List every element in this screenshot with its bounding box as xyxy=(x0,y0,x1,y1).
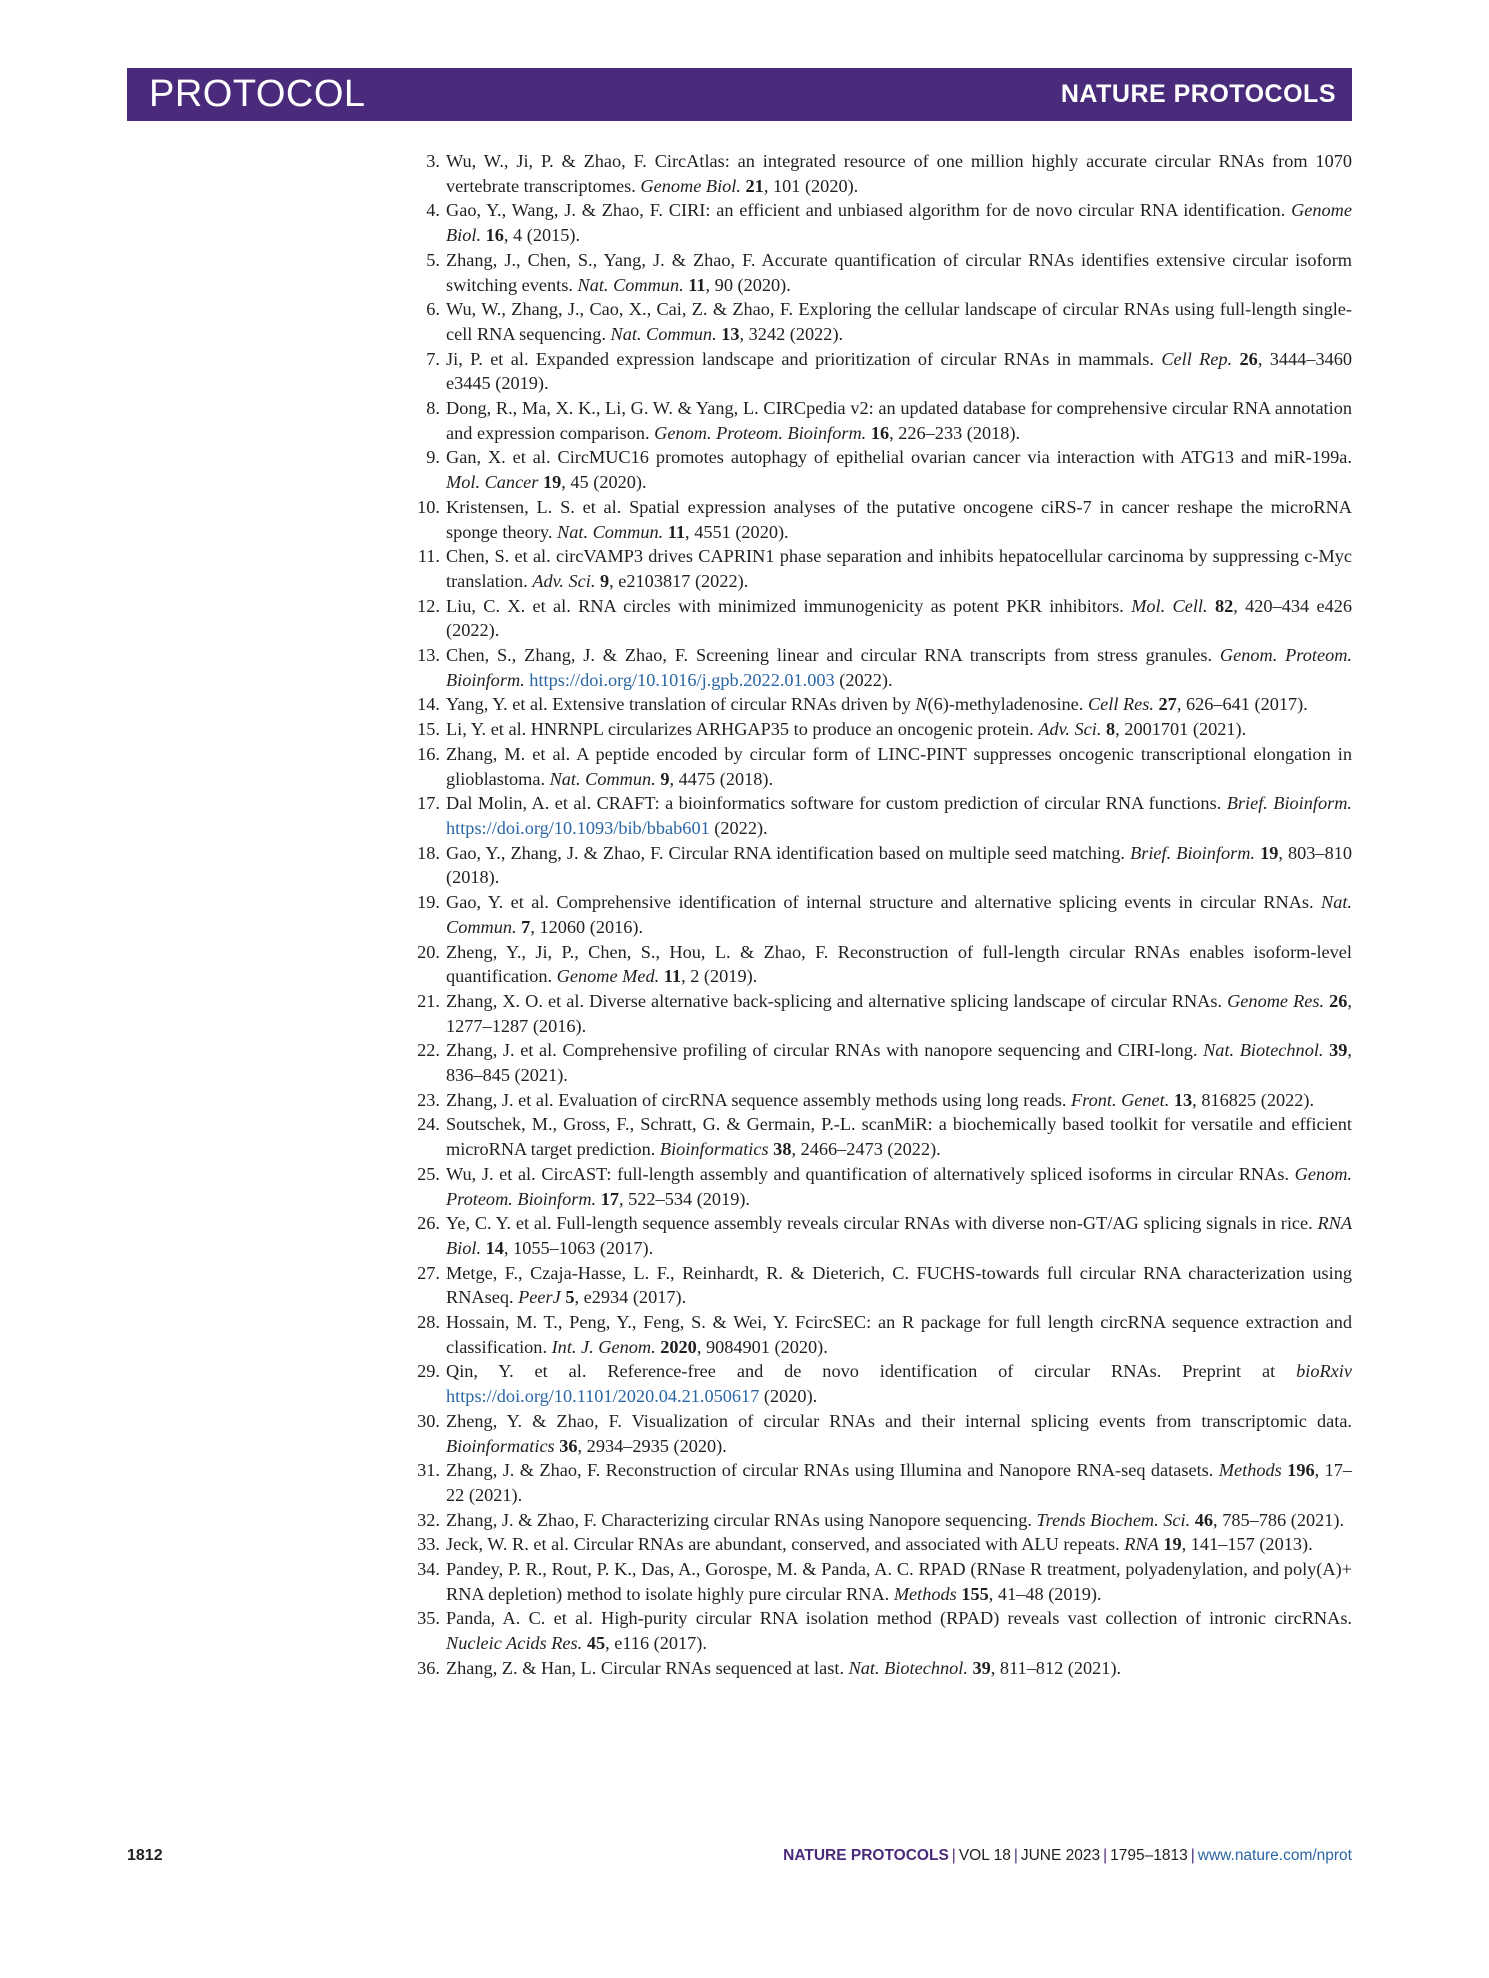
reference-text: , 41–48 (2019). xyxy=(988,1583,1102,1604)
reference-journal: Adv. Sci. xyxy=(532,570,596,591)
reference-text: , 4 (2015). xyxy=(503,225,581,246)
reference-item xyxy=(414,198,1352,247)
reference-number: 20. xyxy=(417,941,440,962)
reference-number: 26. xyxy=(417,1213,440,1234)
reference-number: 28. xyxy=(417,1312,440,1333)
reference-text: Kristensen, L. S. et al. Spatial expression analyses of the putative oncogene ciRS-7 in cancer reshape the microRNA sponge theory. xyxy=(446,496,1352,542)
reference-text: , 3242 (2022). xyxy=(739,323,844,344)
reference-text: , 1055–1063 (2017). xyxy=(503,1237,654,1258)
reference-number: 10. xyxy=(417,496,440,517)
reference-item xyxy=(414,495,1352,544)
reference-number: 33. xyxy=(417,1534,440,1555)
reference-journal: Nat. Commun. xyxy=(549,768,656,789)
reference-number: 12. xyxy=(417,595,440,616)
reference-number: 9. xyxy=(426,447,440,468)
footer-date: JUNE 2023 xyxy=(1020,1847,1101,1864)
reference-journal: Genome Med. xyxy=(556,966,660,987)
reference-number: 8. xyxy=(426,398,440,419)
reference-volume: 14 xyxy=(485,1237,504,1258)
reference-journal: Bioinformatics xyxy=(446,1435,555,1456)
reference-journal: Genome Biol. xyxy=(640,175,741,196)
reference-item xyxy=(414,1532,1352,1557)
reference-journal: Genom. Proteom. Bioinform. xyxy=(446,1163,1352,1209)
reference-item xyxy=(414,692,1352,717)
reference-volume: 5 xyxy=(565,1287,575,1308)
reference-journal: Genom. Proteom. Bioinform. xyxy=(654,422,867,443)
reference-journal: Adv. Sci. xyxy=(1038,719,1102,740)
reference-item xyxy=(414,149,1352,198)
reference-number: 7. xyxy=(426,348,440,369)
reference-item xyxy=(414,347,1352,396)
reference-text: Qin, Y. et al. Reference-free and de novo identification of circular RNAs. Preprint at xyxy=(446,1361,1297,1382)
reference-text: , 4475 (2018). xyxy=(669,768,774,789)
reference-number: 34. xyxy=(417,1559,440,1580)
reference-item xyxy=(414,594,1352,643)
reference-journal: Nucleic Acids Res. xyxy=(446,1633,583,1654)
reference-journal: Nat. Commun. xyxy=(577,274,684,295)
reference-item xyxy=(414,1211,1352,1260)
reference-text: Gao, Y., Zhang, J. & Zhao, F. Circular RNA identification based on multiple seed matching. xyxy=(446,842,1131,863)
reference-journal: Methods xyxy=(893,1583,957,1604)
reference-number: 24. xyxy=(417,1114,440,1135)
reference-text: Gao, Y., Wang, J. & Zhao, F. CIRI: an efficient and unbiased algorithm for de novo circular RNA identification. xyxy=(446,200,1292,221)
reference-journal: Methods xyxy=(1218,1460,1282,1481)
reference-text: , 2 (2019). xyxy=(681,966,758,987)
reference-text: , 2001701 (2021). xyxy=(1115,719,1247,740)
reference-text: , 90 (2020). xyxy=(705,274,791,295)
reference-item xyxy=(414,1359,1352,1408)
reference-volume: 39 xyxy=(972,1657,991,1678)
reference-text: Dong, R., Ma, X. K., Li, G. W. & Yang, L. CIRCpedia v2: an updated database for comprehensive circular RNA annotation and expression comparison. xyxy=(446,398,1352,443)
reference-volume: 21 xyxy=(745,175,764,196)
reference-item xyxy=(414,1261,1352,1310)
reference-number: 17. xyxy=(417,793,440,814)
reference-text: Zhang, X. O. et al. Diverse alternative back-splicing and alternative splicing landscape of circular RNAs. xyxy=(446,990,1228,1011)
reference-list xyxy=(414,149,1352,1681)
reference-text: Zhang, J., Chen, S., Yang, J. & Zhao, F. Accurate quantification of circular RNAs identifies extensive circular isoform switching events. xyxy=(446,249,1352,295)
reference-text: , 17–22 (2021). xyxy=(446,1460,1353,1505)
reference-text: , 420–434 e426 (2022). xyxy=(446,595,1352,641)
footer-separator: | xyxy=(1013,1847,1018,1864)
reference-text: , e2934 (2017). xyxy=(574,1287,687,1308)
reference-item xyxy=(414,1038,1352,1087)
reference-text: Li, Y. et al. HNRNPL circularizes ARHGAP35 to produce an oncogenic protein. xyxy=(446,719,1039,740)
reference-text: Ye, C. Y. et al. Full-length sequence assembly reveals circular RNAs with diverse non-GT/AG splicing signals in rice. xyxy=(446,1213,1318,1234)
reference-text: , 4551 (2020). xyxy=(685,521,789,542)
doi-link[interactable]: https://doi.org/10.1101/2020.04.21.050617 xyxy=(446,1386,760,1407)
reference-number: 23. xyxy=(417,1089,440,1110)
reference-text: , 12060 (2016). xyxy=(530,916,644,937)
reference-item xyxy=(414,1458,1352,1507)
reference-journal: Mol. Cancer xyxy=(446,472,539,493)
reference-volume: 7 xyxy=(521,916,531,937)
reference-text: , 522–534 (2019). xyxy=(619,1188,751,1209)
reference-text: , e2103817 (2022). xyxy=(609,570,749,591)
footer-journal: NATURE PROTOCOLS xyxy=(783,1847,949,1864)
reference-item xyxy=(414,1409,1352,1458)
reference-text: , 226–233 (2018). xyxy=(889,422,1021,443)
reference-volume: 39 xyxy=(1329,1040,1348,1061)
reference-item xyxy=(414,940,1352,989)
reference-text: Chen, S., Zhang, J. & Zhao, F. Screening linear and circular RNA transcripts from stress granules. xyxy=(446,645,1220,666)
reference-text: Zhang, J. & Zhao, F. Reconstruction of circular RNAs using Illumina and Nanopore RNA-seq datasets. xyxy=(446,1460,1219,1481)
reference-text: , 141–157 (2013). xyxy=(1181,1534,1313,1555)
header-bar xyxy=(127,68,1352,121)
reference-volume: 16 xyxy=(870,422,890,443)
reference-volume: 11 xyxy=(663,966,682,987)
reference-volume: 196 xyxy=(1287,1460,1315,1481)
reference-text: , 785–786 (2021). xyxy=(1213,1509,1345,1530)
reference-text: Zhang, Z. & Han, L. Circular RNAs sequenced at last. xyxy=(446,1657,849,1678)
reference-item xyxy=(414,544,1352,593)
reference-number: 35. xyxy=(417,1608,440,1629)
reference-item xyxy=(414,1557,1352,1606)
reference-text: , 816825 (2022). xyxy=(1192,1089,1315,1110)
reference-volume: 13 xyxy=(1173,1089,1193,1110)
reference-item xyxy=(414,1162,1352,1211)
reference-item xyxy=(414,791,1352,840)
reference-number: 4. xyxy=(426,200,440,221)
section-label: PROTOCOL xyxy=(149,73,366,115)
reference-volume: 9 xyxy=(600,570,610,591)
reference-volume: 46 xyxy=(1194,1509,1214,1530)
reference-text: Liu, C. X. et al. RNA circles with minimized immunogenicity as potent PKR inhibitors. xyxy=(446,595,1132,616)
reference-number: 19. xyxy=(417,892,440,913)
reference-journal: PeerJ xyxy=(518,1287,561,1308)
reference-text: Zhang, J. et al. Evaluation of circRNA sequence assembly methods using long reads. xyxy=(446,1089,1071,1110)
reference-journal: Trends Biochem. Sci. xyxy=(1036,1509,1191,1530)
reference-text: Chen, S. et al. circVAMP3 drives CAPRIN1 phase separation and inhibits hepatocellular carcinoma by suppressing c-Myc translation. xyxy=(446,546,1352,591)
reference-item xyxy=(414,643,1352,692)
footer-url-link[interactable]: www.nature.com/nprot xyxy=(1197,1847,1352,1864)
reference-volume: 82 xyxy=(1214,595,1234,616)
reference-text: Zheng, Y., Ji, P., Chen, S., Hou, L. & Zhao, F. Reconstruction of full-length circular RNAs enables isoform-level quantification. xyxy=(446,941,1352,987)
reference-volume: 19 xyxy=(1163,1534,1182,1555)
reference-volume: 11 xyxy=(688,274,706,295)
reference-journal: Nat. Biotechnol. xyxy=(848,1657,968,1678)
reference-number: 30. xyxy=(417,1410,440,1431)
reference-journal: Nat. Commun. xyxy=(557,521,664,542)
reference-journal: Genome Biol. xyxy=(446,200,1352,246)
reference-text: (2022). xyxy=(709,817,768,838)
reference-text: (6)-methyladenosine. xyxy=(927,694,1088,715)
reference-journal: Mol. Cell. xyxy=(1131,595,1208,616)
reference-text: Zheng, Y. & Zhao, F. Visualization of circular RNAs and their internal splicing events from transcriptomic data. xyxy=(446,1410,1352,1431)
reference-item xyxy=(414,1088,1352,1113)
reference-number: 14. xyxy=(417,694,440,715)
reference-journal: Cell Res. xyxy=(1087,694,1154,715)
doi-link[interactable]: https://doi.org/10.1093/bib/bbab601 xyxy=(446,817,710,838)
reference-item xyxy=(414,890,1352,939)
reference-volume: 9 xyxy=(660,768,670,789)
reference-item xyxy=(414,841,1352,890)
reference-number: 29. xyxy=(417,1361,440,1382)
reference-item xyxy=(414,717,1352,742)
reference-number: 5. xyxy=(426,249,440,270)
reference-volume: 8 xyxy=(1106,719,1116,740)
reference-text: , 101 (2020). xyxy=(763,175,859,196)
reference-journal: Brief. Bioinform. xyxy=(1130,842,1255,863)
reference-text: Zhang, J. et al. Comprehensive profiling of circular RNAs with nanopore sequencing and CIRI-long. xyxy=(446,1040,1204,1061)
reference-text: Jeck, W. R. et al. Circular RNAs are abundant, conserved, and associated with ALU repeats. xyxy=(446,1534,1125,1555)
reference-text: Metge, F., Czaja-Hasse, L. F., Reinhardt, R. & Dieterich, C. FUCHS-towards full circular RNA characterization using RNAseq. xyxy=(446,1262,1352,1308)
reference-text: , e116 (2017). xyxy=(605,1633,707,1654)
reference-volume: 45 xyxy=(586,1633,606,1654)
reference-text: , 836–845 (2021). xyxy=(446,1040,1352,1086)
reference-journal: Nat. Commun. xyxy=(610,323,717,344)
reference-text: Pandey, P. R., Rout, P. K., Das, A., Gorospe, M. & Panda, A. C. RPAD (RNase R treatment, polyadenylation, and poly(A)+ RNA depletion) method to isolate highly pure circular RNA. xyxy=(446,1559,1352,1604)
reference-item xyxy=(414,1508,1352,1533)
reference-text: , 2466–2473 (2022). xyxy=(791,1139,941,1160)
reference-item xyxy=(414,742,1352,791)
reference-text xyxy=(1208,596,1215,616)
reference-item xyxy=(414,1310,1352,1359)
doi-link[interactable]: https://doi.org/10.1016/j.gpb.2022.01.003 xyxy=(529,669,835,690)
journal-name: NATURE PROTOCOLS xyxy=(1060,80,1336,108)
reference-journal: RNA xyxy=(1124,1534,1159,1555)
reference-number: 21. xyxy=(417,990,440,1011)
reference-journal: Int. J. Genom. xyxy=(551,1336,656,1357)
reference-text: , 811–812 (2021). xyxy=(990,1657,1122,1678)
reference-item xyxy=(414,396,1352,445)
reference-item xyxy=(414,1656,1352,1681)
reference-volume: 19 xyxy=(1260,842,1279,863)
reference-text: Hossain, M. T., Peng, Y., Feng, S. & Wei, Y. FcircSEC: an R package for full length circRNA sequence extraction and classification. xyxy=(446,1312,1352,1357)
reference-number: 18. xyxy=(417,842,440,863)
reference-number: 32. xyxy=(417,1509,440,1530)
footer-pages: 1795–1813 xyxy=(1110,1847,1188,1864)
reference-volume: 13 xyxy=(721,323,740,344)
reference-text: Wu, J. et al. CircAST: full-length assembly and quantification of alternatively spliced isoforms in circular RNAs. xyxy=(446,1163,1295,1184)
reference-text xyxy=(1232,349,1239,369)
reference-text: Yang, Y. et al. Extensive translation of circular RNAs driven by xyxy=(446,694,916,715)
reference-text: , 1277–1287 (2016). xyxy=(446,990,1352,1036)
reference-journal: Nat. Commun. xyxy=(446,892,1352,937)
reference-journal: Bioinformatics xyxy=(659,1139,769,1160)
reference-volume: 38 xyxy=(773,1139,792,1160)
reference-item xyxy=(414,989,1352,1038)
reference-text: (2020). xyxy=(759,1386,818,1407)
reference-text: , 3444–3460 e3445 (2019). xyxy=(446,348,1353,394)
reference-text: Panda, A. C. et al. High-purity circular RNA isolation method (RPAD) reveals vast collection of intronic circRNAs. xyxy=(446,1608,1352,1629)
reference-number: 22. xyxy=(417,1040,440,1061)
reference-journal: Brief. Bioinform. xyxy=(1226,793,1352,814)
reference-text: , 803–810 (2018). xyxy=(446,842,1352,888)
reference-journal: Genome Res. xyxy=(1227,990,1325,1011)
reference-volume: 16 xyxy=(485,225,504,246)
reference-text: Gan, X. et al. CircMUC16 promotes autophagy of epithelial ovarian cancer via interaction with ATG13 and miR-199a. xyxy=(446,447,1352,468)
reference-volume: 155 xyxy=(961,1583,989,1604)
reference-text: (2022). xyxy=(834,669,893,690)
reference-journal: Genom. Proteom. Bioinform. xyxy=(446,645,1352,690)
reference-number: 16. xyxy=(417,743,440,764)
reference-text: , 2934–2935 (2020). xyxy=(577,1435,727,1456)
reference-volume: 26 xyxy=(1329,990,1348,1011)
reference-volume: 26 xyxy=(1239,348,1258,369)
reference-volume: 19 xyxy=(542,472,562,493)
reference-journal: Nat. Biotechnol. xyxy=(1203,1040,1324,1061)
footer-citation xyxy=(783,1847,1352,1865)
reference-text: , 626–641 (2017). xyxy=(1176,694,1308,715)
reference-number: 25. xyxy=(417,1163,440,1184)
reference-journal: N xyxy=(915,694,928,715)
footer-separator: | xyxy=(951,1847,956,1864)
reference-text: , 9084901 (2020). xyxy=(696,1336,828,1357)
footer-separator: | xyxy=(1103,1847,1108,1864)
reference-volume: 27 xyxy=(1158,694,1177,715)
reference-journal: Front. Genet. xyxy=(1070,1089,1170,1110)
reference-number: 31. xyxy=(417,1460,440,1481)
page-number: 1812 xyxy=(127,1847,163,1864)
reference-volume: 11 xyxy=(667,521,686,542)
reference-text: Wu, W., Zhang, J., Cao, X., Cai, Z. & Zhao, F. Exploring the cellular landscape of circular RNAs using full-length single-cell RNA sequencing. xyxy=(446,299,1352,344)
reference-number: 13. xyxy=(417,645,440,666)
reference-number: 3. xyxy=(426,151,440,171)
reference-journal: RNA Biol. xyxy=(446,1213,1352,1258)
reference-text: Dal Molin, A. et al. CRAFT: a bioinformatics software for custom prediction of circular RNA functions. xyxy=(446,793,1227,814)
reference-text: , 45 (2020). xyxy=(561,472,647,493)
reference-volume: 17 xyxy=(600,1188,619,1209)
reference-number: 15. xyxy=(417,719,440,740)
reference-volume: 36 xyxy=(559,1435,578,1456)
reference-journal: bioRxiv xyxy=(1296,1361,1352,1382)
reference-journal: Cell Rep. xyxy=(1161,348,1233,369)
reference-text: Wu, W., Ji, P. & Zhao, F. CircAtlas: an integrated resource of one million highly accurate circular RNAs from 1070 vertebrate transcriptomes. xyxy=(446,151,1352,196)
reference-text: Zhang, J. & Zhao, F. Characterizing circular RNAs using Nanopore sequencing. xyxy=(446,1509,1037,1530)
reference-number: 27. xyxy=(417,1262,440,1283)
reference-volume: 2020 xyxy=(660,1336,697,1357)
reference-number: 6. xyxy=(426,299,440,320)
reference-text: Zhang, M. et al. A peptide encoded by circular form of LINC-PINT suppresses oncogenic transcriptional elongation in glioblastoma. xyxy=(446,743,1352,789)
reference-text: Ji, P. et al. Expanded expression landscape and prioritization of circular RNAs in mammals. xyxy=(446,348,1162,369)
reference-text: Gao, Y. et al. Comprehensive identification of internal structure and alternative splicing events in circular RNAs. xyxy=(446,892,1322,913)
reference-item xyxy=(414,1606,1352,1655)
reference-text: Soutschek, M., Gross, F., Schratt, G. & Germain, P.-L. scanMiR: a biochemically based toolkit for versatile and efficient microRNA target prediction. xyxy=(446,1114,1352,1160)
footer-separator: | xyxy=(1190,1847,1195,1864)
reference-number: 11. xyxy=(417,546,440,567)
reference-item xyxy=(414,1112,1352,1161)
reference-number: 36. xyxy=(417,1657,440,1678)
footer-volume: VOL 18 xyxy=(958,1847,1011,1864)
reference-item xyxy=(414,445,1352,494)
reference-item xyxy=(414,297,1352,346)
reference-item xyxy=(414,248,1352,297)
